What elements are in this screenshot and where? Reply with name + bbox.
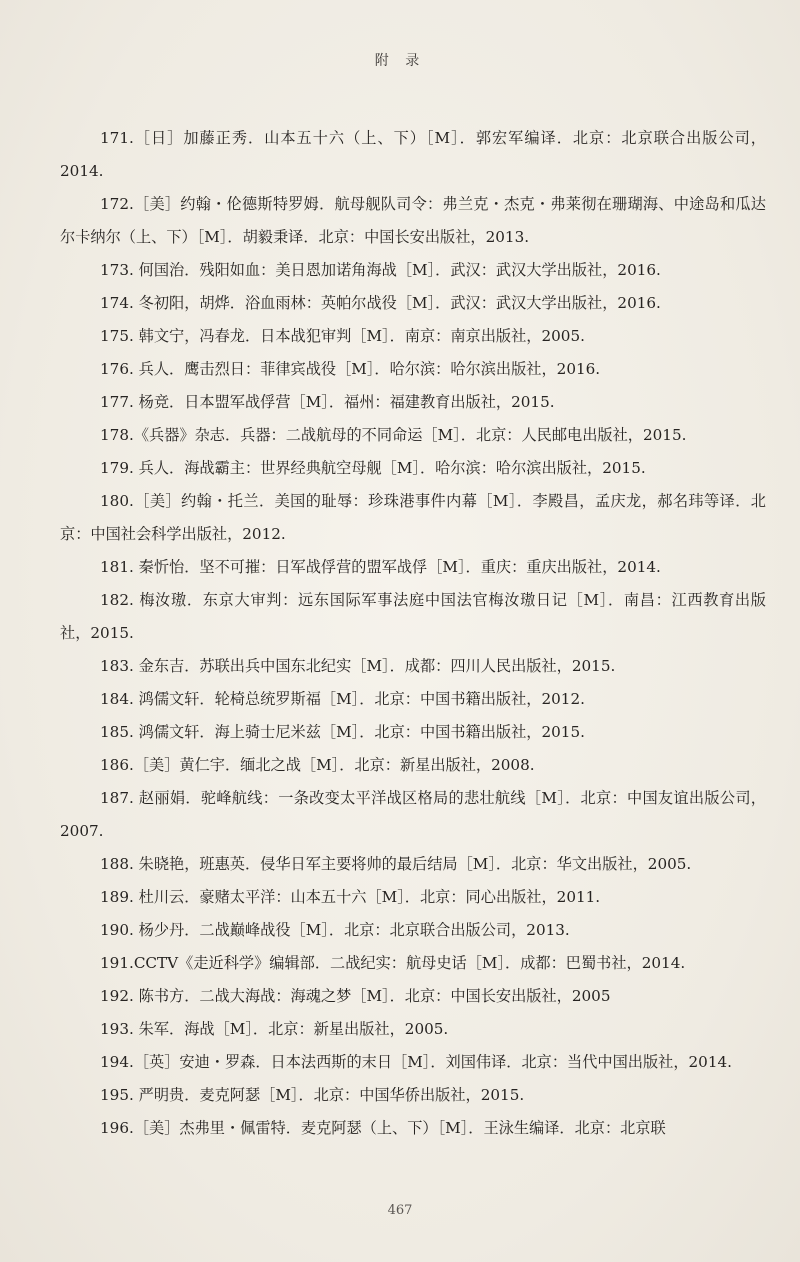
reference-entry: 188. 朱晓艳，班惠英．侵华日军主要将帅的最后结局［M］．北京：华文出版社，2005.: [100, 855, 692, 873]
reference-entry: 171.［日］加藤正秀．山本五十六（上、下）［M］．郭宏军编译．北京：北京联合出版公司，2014.: [60, 129, 766, 180]
reference-entry: 184. 鸿儒文轩．轮椅总统罗斯福［M］．北京：中国书籍出版社，2012.: [100, 690, 585, 708]
reference-entry: 186.［美］黄仁宇．缅北之战［M］．北京：新星出版社，2008.: [100, 756, 535, 774]
reference-entry: 180.［美］约翰・托兰．美国的耻辱：珍珠港事件内幕［M］．李殿昌，孟庆龙，郝名玮等译．北京：中国社会科学出版社，2012.: [60, 492, 766, 543]
reference-entry: 196.［美］杰弗里・佩雷特．麦克阿瑟（上、下）［M］．王泳生编译．北京：北京联: [100, 1119, 666, 1137]
reference-list: [60, 122, 766, 1145]
reference-entry: 173. 何国治．残阳如血：美日恩加诺角海战［M］．武汉：武汉大学出版社，2016.: [100, 261, 661, 279]
reference-entry: 183. 金东吉．苏联出兵中国东北纪实［M］．成都：四川人民出版社，2015.: [100, 657, 616, 675]
reference-entry: 172.［美］约翰・伦德斯特罗姆．航母舰队司令：弗兰克・杰克・弗莱彻在珊瑚海、中途岛和瓜达尔卡纳尔（上、下）［M］．胡毅秉译．北京：中国长安出版社，2013.: [60, 195, 766, 246]
reference-entry: 175. 韩文宁，冯春龙．日本战犯审判［M］．南京：南京出版社，2005.: [100, 327, 585, 345]
reference-entry: 189. 杜川云．豪赌太平洋：山本五十六［M］．北京：同心出版社，2011.: [100, 888, 601, 906]
page-number: 467: [387, 1203, 413, 1218]
reference-entry: 187. 赵丽娟．驼峰航线：一条改变太平洋战区格局的悲壮航线［M］．北京：中国友谊出版公司，2007.: [60, 789, 766, 840]
reference-entry: 193. 朱军．海战［M］．北京：新星出版社，2005.: [100, 1020, 449, 1038]
reference-entry: 176. 兵人．鹰击烈日：菲律宾战役［M］．哈尔滨：哈尔滨出版社，2016.: [100, 360, 601, 378]
reference-entry: 179. 兵人．海战霸主：世界经典航空母舰［M］．哈尔滨：哈尔滨出版社，2015.: [100, 459, 646, 477]
running-header: 附 录: [374, 53, 426, 69]
reference-entry: 185. 鸿儒文轩．海上骑士尼米兹［M］．北京：中国书籍出版社，2015.: [100, 723, 585, 741]
reference-entry: 190. 杨少丹．二战巅峰战役［M］．北京：北京联合出版公司，2013.: [100, 921, 570, 939]
reference-entry: 177. 杨竞．日本盟军战俘营［M］．福州：福建教育出版社，2015.: [100, 393, 555, 411]
reference-entry: 192. 陈书方．二战大海战：海魂之梦［M］．北京：中国长安出版社，2005: [100, 987, 611, 1005]
reference-entry: 194.［英］安迪・罗森．日本法西斯的末日［M］．刘国伟译．北京：当代中国出版社，2014.: [100, 1053, 732, 1071]
reference-entry: 182. 梅汝璈．东京大审判：远东国际军事法庭中国法官梅汝璈日记［M］．南昌：江西教育出版社，2015.: [60, 591, 766, 642]
reference-entry: 191.CCTV《走近科学》编辑部．二战纪实：航母史话［M］．成都：巴蜀书社，2014.: [100, 954, 686, 972]
reference-entry: 178.《兵器》杂志．兵器：二战航母的不同命运［M］．北京：人民邮电出版社，2015.: [100, 426, 687, 444]
reference-entry: 181. 秦忻怡．坚不可摧：日军战俘营的盟军战俘［M］．重庆：重庆出版社，2014.: [100, 558, 661, 576]
reference-entry: 174. 冬初阳，胡烨．浴血雨林：英帕尔战役［M］．武汉：武汉大学出版社，2016.: [100, 294, 661, 312]
reference-entry: 195. 严明贵．麦克阿瑟［M］．北京：中国华侨出版社，2015.: [100, 1086, 525, 1104]
